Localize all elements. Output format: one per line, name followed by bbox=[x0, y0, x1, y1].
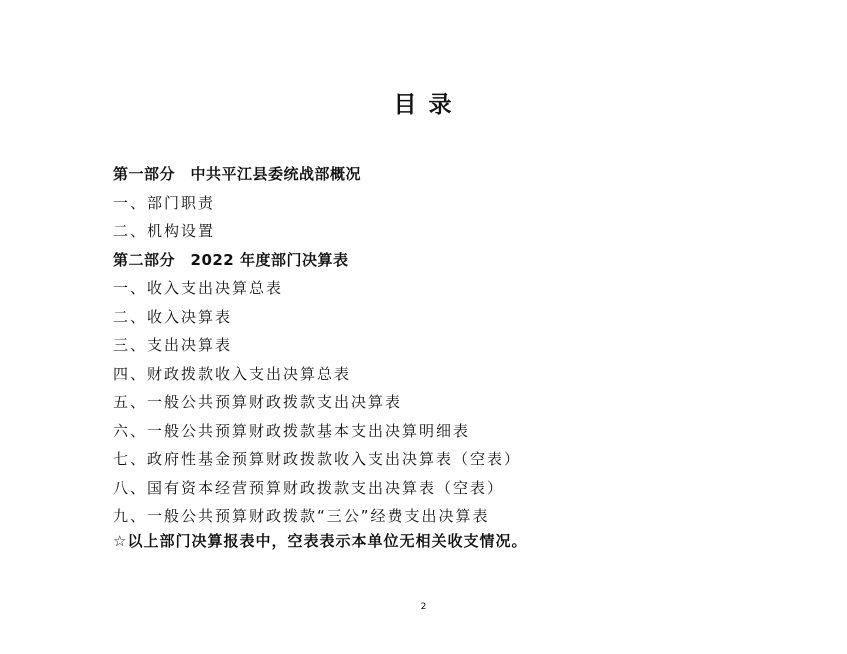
toc-entry: 三、支出决算表 bbox=[113, 336, 233, 354]
toc-entry: 二、机构设置 bbox=[113, 222, 216, 240]
footnote: ☆以上部门决算报表中，空表表示本单位无相关收支情况。 bbox=[113, 532, 528, 550]
toc-entry: 一、部门职责 bbox=[113, 193, 216, 212]
toc-entry: 一、收入支出决算总表 bbox=[113, 279, 284, 297]
toc-entry: 第一部分 中共平江县委统战部概况 bbox=[113, 165, 362, 183]
toc-entry: 七、政府性基金预算财政拨款收入支出决算表（空表） bbox=[113, 450, 522, 468]
page-title: 目 录 bbox=[393, 91, 454, 118]
page-number: 2 bbox=[420, 602, 427, 612]
toc-entry: 九、一般公共预算财政拨款“三公”经费支出决算表 bbox=[113, 507, 490, 525]
toc-entry: 六、一般公共预算财政拨款基本支出决算明细表 bbox=[113, 421, 471, 440]
toc-entry: 五、一般公共预算财政拨款支出决算表 bbox=[113, 393, 403, 411]
toc-entry: 八、国有资本经营预算财政拨款支出决算表（空表） bbox=[113, 478, 505, 497]
toc-entry: 四、财政拨款收入支出决算总表 bbox=[113, 364, 352, 383]
toc-entry: 第二部分 2022 年度部门决算表 bbox=[113, 250, 349, 269]
toc-entry: 二、收入决算表 bbox=[113, 307, 233, 326]
table-of-contents bbox=[113, 160, 813, 531]
